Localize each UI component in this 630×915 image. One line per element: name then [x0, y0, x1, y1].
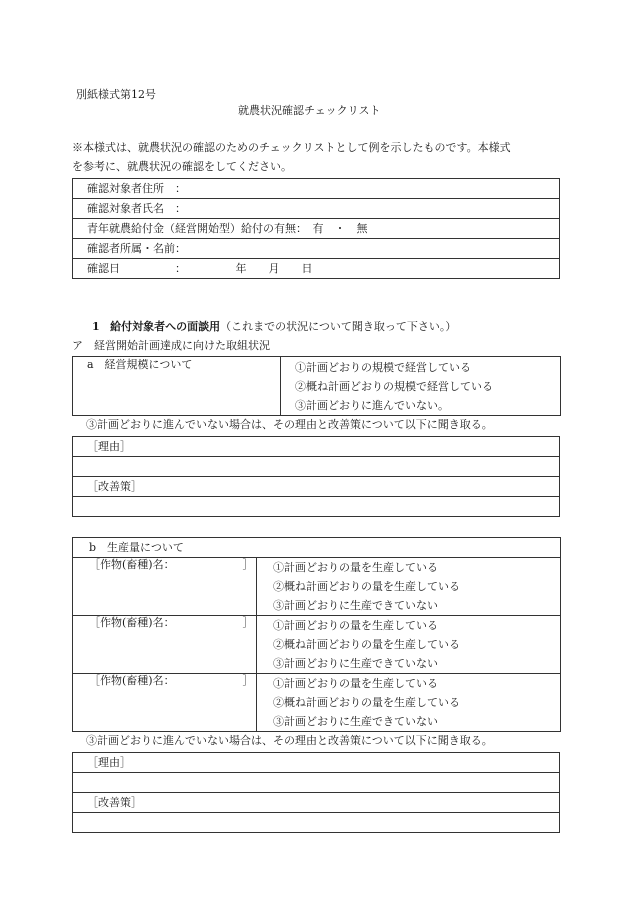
reason-input[interactable]: [73, 773, 560, 793]
crop-name-field-1[interactable]: ［作物(畜種)名： ］: [73, 558, 257, 616]
production-option-2[interactable]: ②概ね計画どおりの量を生産している: [273, 696, 460, 709]
production-option-2[interactable]: ②概ね計画どおりの量を生産している: [273, 638, 460, 651]
form-number: 別紙様式第12号: [76, 88, 156, 101]
scale-option-3[interactable]: ③計画どおりに進んでいない。: [295, 398, 449, 412]
improvement-label: ［改善策］: [73, 477, 560, 497]
scale-followup-table: [72, 436, 560, 517]
scale-option-1[interactable]: ①計画どおりの規模で経営している: [295, 360, 471, 374]
section-number: 1: [92, 320, 100, 333]
reason-input[interactable]: [73, 457, 560, 477]
production-table: [72, 537, 561, 732]
production-option-1[interactable]: ①計画どおりの量を生産している: [273, 619, 438, 632]
scale-option-2[interactable]: ②概ね計画どおりの規模で経営している: [295, 379, 493, 393]
followup-note: ③計画どおりに進んでいない場合は、その理由と改善策について以下に聞き取る。: [86, 418, 493, 431]
intro-text-line1: ※本様式は、就農状況の確認のためのチェックリストとして例を示したものです。本様式: [72, 141, 511, 154]
improvement-input[interactable]: [73, 497, 560, 517]
production-option-3[interactable]: ③計画どおりに生産できていない: [273, 599, 438, 612]
production-options-2: [257, 616, 561, 674]
reason-label: ［理由］: [73, 437, 560, 457]
production-option-1[interactable]: ①計画どおりの量を生産している: [273, 561, 438, 574]
crop-name-field-3[interactable]: ［作物(畜種)名： ］: [73, 674, 257, 732]
improvement-label: ［改善策］: [73, 793, 560, 813]
checker-field[interactable]: 確認者所属・名前：: [73, 239, 560, 259]
page-title: 就農状況確認チェックリスト: [238, 104, 381, 117]
management-scale-table: [72, 356, 561, 416]
section-note: （これまでの状況について聞き取って下さい。）: [220, 320, 457, 333]
section-1-heading: [92, 320, 456, 333]
production-options-3: [257, 674, 561, 732]
production-option-2[interactable]: ②概ね計画どおりの量を生産している: [273, 580, 460, 593]
production-options-1: [257, 558, 561, 616]
production-option-3[interactable]: ③計画どおりに生産できていない: [273, 657, 438, 670]
respondent-info-table: [72, 178, 560, 279]
intro-text-line2: を参考に、就農状況の確認をしてください。: [72, 160, 292, 173]
name-field[interactable]: 確認対象者氏名 ：: [73, 199, 560, 219]
production-followup-table: [72, 752, 560, 833]
scale-label: a 経営規模について: [73, 357, 281, 416]
scale-options: [281, 357, 561, 416]
address-field[interactable]: 確認対象者住所 ：: [73, 179, 560, 199]
grant-status-field[interactable]: 青年就農給付金（経営開始型）給付の有無： 有 ・ 無: [73, 219, 560, 239]
production-option-1[interactable]: ①計画どおりの量を生産している: [273, 677, 438, 690]
improvement-input[interactable]: [73, 813, 560, 833]
section-title: 給付対象者への面談用: [110, 320, 221, 333]
reason-label: ［理由］: [73, 753, 560, 773]
production-option-3[interactable]: ③計画どおりに生産できていない: [273, 715, 438, 728]
production-label: b 生産量について: [73, 538, 561, 558]
crop-name-field-2[interactable]: ［作物(畜種)名： ］: [73, 616, 257, 674]
followup-note-production: ③計画どおりに進んでいない場合は、その理由と改善策について以下に聞き取る。: [86, 734, 493, 747]
date-field[interactable]: 確認日 ： 年 月 日: [73, 259, 560, 279]
sub-section-a-title: ア 経営開始計画達成に向けた取組状況: [72, 339, 270, 352]
